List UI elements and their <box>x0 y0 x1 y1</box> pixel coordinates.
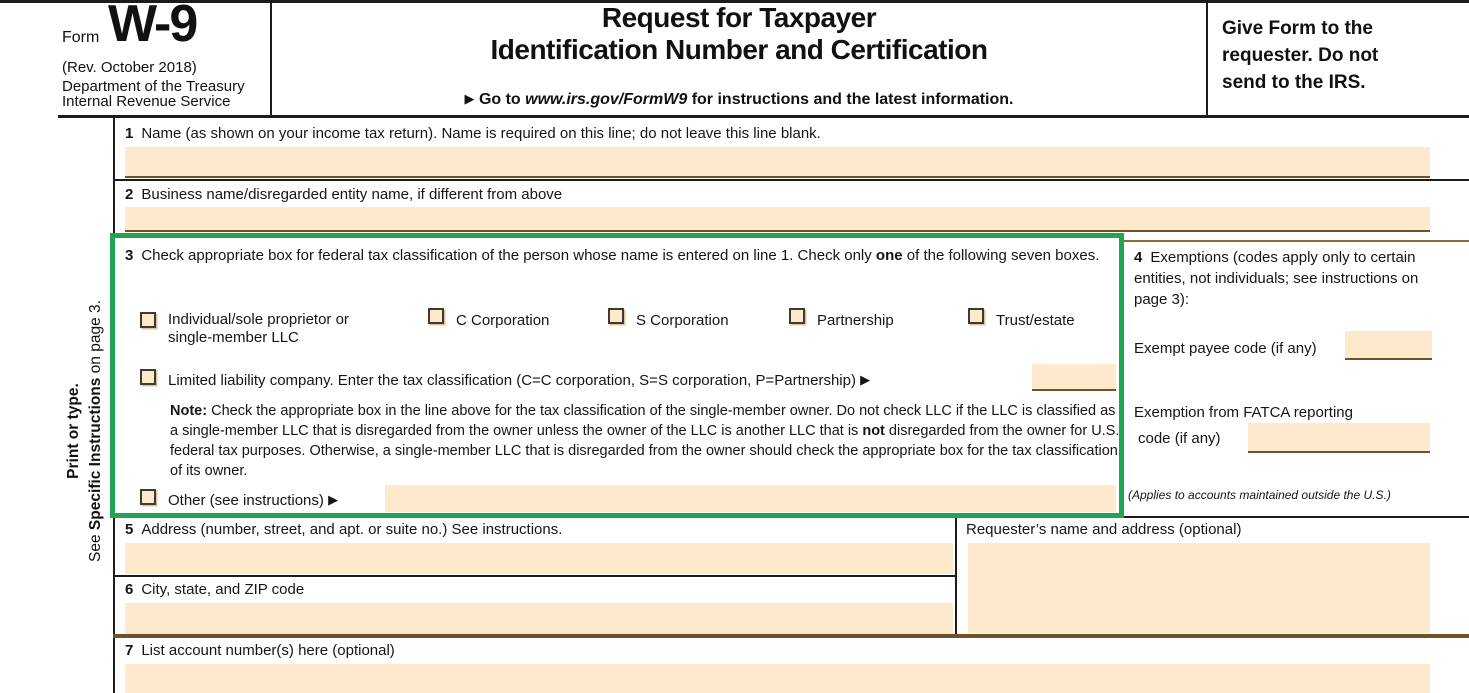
option-c-corporation-label: C Corporation <box>456 312 550 329</box>
line5-label: 5 Address (number, street, and apt. or suite no.) See instructions. <box>125 521 563 538</box>
header-bottom-border <box>58 115 1469 118</box>
see-instructions-label: See Specific Instructions on page 3. <box>87 300 104 562</box>
fatca-label-line1: Exemption from FATCA reporting <box>1134 404 1353 421</box>
option-partnership-label: Partnership <box>817 312 894 329</box>
checkbox-c-corporation[interactable] <box>428 308 444 324</box>
line4-label: 4 Exemptions (codes apply only to certain entities, not individuals; see instructions on page 3): <box>1134 249 1419 308</box>
header-divider-right <box>1206 0 1208 115</box>
line3-label: 3 Check appropriate box for federal tax classification of the person whose name is entered on line 1. Check only one of the following seven boxes. <box>125 247 1100 264</box>
line1-label: 1 Name (as shown on your income tax return). Name is required on this line; do not leave this line blank. <box>125 125 821 142</box>
other-input[interactable] <box>385 485 1116 512</box>
name-input[interactable] <box>125 147 1430 178</box>
print-or-type-sidebar <box>63 231 109 631</box>
row-divider-7 <box>113 634 1469 638</box>
form-title-line2: Identification Number and Certification <box>490 34 988 65</box>
line7-label: 7 List account number(s) here (optional) <box>125 642 395 659</box>
form-title-line1: Request for Taxpayer <box>601 2 877 33</box>
exempt-payee-label: Exempt payee code (if any) <box>1134 340 1317 357</box>
fatca-applies-note: (Applies to accounts maintained outside the U.S.) <box>1128 488 1391 502</box>
option-other-label: Other (see instructions) ▶ <box>168 492 339 509</box>
form-revision: (Rev. October 2018) <box>62 59 197 76</box>
fatca-label-line2: code (if any) <box>1138 430 1221 447</box>
form-agency: Internal Revenue Service <box>62 93 231 110</box>
irs-url: www.irs.gov/FormW9 <box>525 91 688 108</box>
business-name-input[interactable] <box>125 207 1430 232</box>
address-input[interactable] <box>125 543 953 574</box>
row-divider-5-6 <box>113 575 957 577</box>
arrow-right-icon: ▶ <box>464 91 475 106</box>
line6-label: 6 City, state, and ZIP code <box>125 581 305 598</box>
fatca-code-input[interactable] <box>1248 423 1430 453</box>
line3-note: Note: Check the appropriate box in the line above for the tax classification of the single-member owner. Do not check LLC if the LLC is classified as a single-member LLC that is disregarded from the owner unless the owner of the LLC is another LLC that is not disregarded from the owner for U.S. federal tax purposes. Otherwise, a single-member LLC that is disregarded from the owner should check the appropriate box for the tax classification of its owner. <box>170 403 1120 479</box>
checkbox-individual-sole-proprietor[interactable] <box>140 312 156 328</box>
row-divider-1 <box>113 179 1469 181</box>
goto-instructions-line: ▶ Go to www.irs.gov/FormW9 for instructions and the latest information. <box>464 91 1014 108</box>
requester-top-border <box>1124 516 1469 518</box>
exemptions-top-border <box>1124 240 1469 242</box>
option-trust-estate-label: Trust/estate <box>996 312 1075 329</box>
checkbox-trust-estate[interactable] <box>968 308 984 324</box>
form-word: Form <box>62 29 100 46</box>
option-llc-label: Limited liability company. Enter the tax classification (C=C corporation, S=S corporation, P=Partnership) ▶ <box>168 372 871 389</box>
form-left-border <box>113 118 115 693</box>
option-individual-label: Individual/sole proprietor or single-member LLC <box>168 311 349 346</box>
account-numbers-input[interactable] <box>125 664 1430 693</box>
checkbox-other[interactable] <box>140 489 156 505</box>
arrow-right-icon: ▶ <box>860 372 871 387</box>
line2-label: 2 Business name/disregarded entity name, if different from above <box>125 186 563 203</box>
checkbox-s-corporation[interactable] <box>608 308 624 324</box>
arrow-right-icon: ▶ <box>328 492 339 507</box>
requester-label: Requester’s name and address (optional) <box>966 521 1242 538</box>
give-form-notice: Give Form to the requester. Do not send to the IRS. <box>1222 18 1379 93</box>
print-or-type-label: Print or type. <box>65 383 82 479</box>
requester-column-divider <box>955 518 957 635</box>
form-number: W-9 <box>108 0 197 53</box>
form-department: Department of the Treasury <box>62 78 245 95</box>
checkbox-llc[interactable] <box>140 369 156 385</box>
option-s-corporation-label: S Corporation <box>636 312 729 329</box>
requester-name-address-box[interactable] <box>968 543 1430 633</box>
exempt-payee-code-input[interactable] <box>1345 331 1432 360</box>
llc-classification-input[interactable] <box>1032 364 1116 391</box>
city-state-zip-input[interactable] <box>125 603 953 634</box>
checkbox-partnership[interactable] <box>789 308 805 324</box>
